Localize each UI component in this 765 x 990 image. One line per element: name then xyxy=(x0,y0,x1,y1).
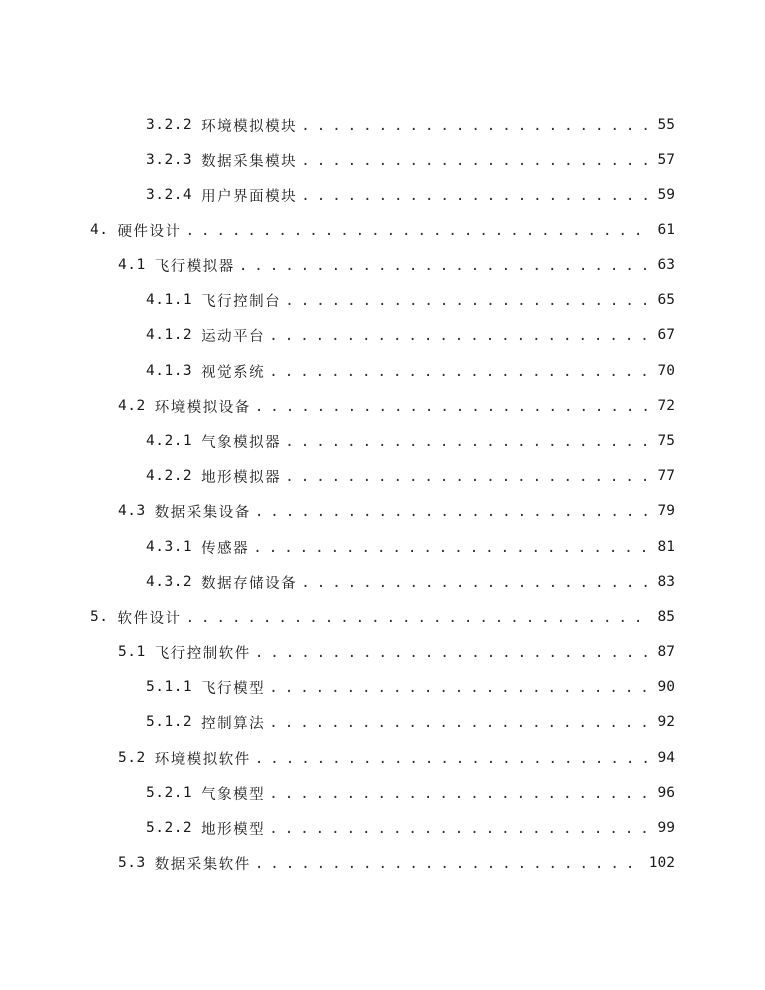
toc-entry-page: 65 xyxy=(657,292,675,308)
dot-leader xyxy=(239,254,647,276)
toc-entry-page: 57 xyxy=(657,152,675,168)
toc-entry-title: 环境模拟软件 xyxy=(154,751,251,768)
toc-entry-title: 环境模拟设备 xyxy=(154,399,251,416)
toc-entry-page: 92 xyxy=(657,714,675,730)
toc-entry-number: 5.2.1 xyxy=(146,785,193,801)
toc-entry-title: 地形模型 xyxy=(201,821,266,838)
dot-leader xyxy=(185,219,647,241)
dot-leader xyxy=(269,817,647,839)
toc-entry-page: 102 xyxy=(648,855,675,871)
toc-entry-page: 83 xyxy=(657,574,675,590)
toc-entry-number: 5.1 xyxy=(118,644,146,660)
dot-leader xyxy=(301,114,647,136)
dot-leader xyxy=(285,430,647,452)
toc-entry-title: 传感器 xyxy=(201,540,250,557)
dot-leader xyxy=(301,149,647,171)
toc-entry-number: 4. xyxy=(90,222,109,238)
toc-entry-page: 67 xyxy=(657,327,675,343)
toc-entry-number: 3.2.2 xyxy=(146,117,193,133)
toc-entry[interactable] xyxy=(146,571,675,593)
dot-leader xyxy=(285,465,647,487)
toc-entry-number: 4.2 xyxy=(118,398,146,414)
toc-entry-title: 环境模拟模块 xyxy=(201,118,298,135)
toc-entry-page: 81 xyxy=(657,539,675,555)
dot-leader xyxy=(301,184,647,206)
dot-leader xyxy=(255,747,647,769)
toc-entry-page: 85 xyxy=(657,609,675,625)
dot-leader xyxy=(301,571,647,593)
toc-entry-title: 数据采集设备 xyxy=(154,504,251,521)
toc-entry-title: 飞行模型 xyxy=(201,680,266,697)
toc-entry[interactable] xyxy=(90,219,675,241)
toc-entry-page: 90 xyxy=(657,679,675,695)
toc-entry-page: 61 xyxy=(657,222,675,238)
toc-entry-number: 5. xyxy=(90,609,109,625)
toc-entry[interactable] xyxy=(146,676,675,698)
toc-entry[interactable] xyxy=(118,254,675,276)
toc-entry-number: 4.3 xyxy=(118,503,146,519)
toc-entry[interactable] xyxy=(118,852,675,874)
toc-entry[interactable] xyxy=(118,395,675,417)
toc-entry[interactable] xyxy=(146,324,675,346)
toc-entry[interactable] xyxy=(146,782,675,804)
toc-entry-number: 4.2.2 xyxy=(146,468,193,484)
toc-entry-number: 5.2.2 xyxy=(146,820,193,836)
dot-leader xyxy=(269,676,647,698)
dot-leader xyxy=(255,852,639,874)
toc-entry-number: 3.2.4 xyxy=(146,187,193,203)
dot-leader xyxy=(255,500,647,522)
toc-entry-page: 77 xyxy=(657,468,675,484)
toc-entry-number: 4.1.2 xyxy=(146,327,193,343)
dot-leader xyxy=(285,289,647,311)
toc-entry-number: 4.3.2 xyxy=(146,574,193,590)
toc-entry-number: 5.1.2 xyxy=(146,714,193,730)
toc-entry[interactable] xyxy=(146,430,675,452)
toc-entry-title: 用户界面模块 xyxy=(201,188,298,205)
toc-entry-page: 79 xyxy=(657,503,675,519)
toc-entry-number: 4.1.1 xyxy=(146,292,193,308)
toc-entry-title: 软件设计 xyxy=(117,610,182,627)
toc-entry-number: 4.3.1 xyxy=(146,539,193,555)
toc-entry-title: 飞行控制台 xyxy=(201,293,282,310)
toc-entry[interactable] xyxy=(146,149,675,171)
toc-entry[interactable] xyxy=(118,641,675,663)
toc-entry[interactable] xyxy=(146,465,675,487)
toc-entry-title: 数据采集模块 xyxy=(201,153,298,170)
toc-entry[interactable] xyxy=(146,114,675,136)
toc-entry-title: 气象模拟器 xyxy=(201,434,282,451)
toc-entry-page: 55 xyxy=(657,117,675,133)
dot-leader xyxy=(255,641,647,663)
toc-entry-title: 数据采集软件 xyxy=(154,856,251,873)
toc-entry[interactable] xyxy=(90,606,675,628)
toc-entry-title: 视觉系统 xyxy=(201,364,266,381)
toc-entry[interactable] xyxy=(118,500,675,522)
toc-entry-title: 硬件设计 xyxy=(117,223,182,240)
toc-entry-title: 数据存储设备 xyxy=(201,575,298,592)
toc-entry-title: 运动平台 xyxy=(201,328,266,345)
toc-entry-number: 4.1.3 xyxy=(146,363,193,379)
toc-entry-number: 3.2.3 xyxy=(146,152,193,168)
toc-entry-page: 59 xyxy=(657,187,675,203)
toc-entry-number: 5.3 xyxy=(118,855,146,871)
toc-entry-number: 5.2 xyxy=(118,750,146,766)
toc-entry-page: 75 xyxy=(657,433,675,449)
dot-leader xyxy=(269,324,647,346)
toc-entry-number: 4.2.1 xyxy=(146,433,193,449)
dot-leader xyxy=(253,536,647,558)
toc-entry[interactable] xyxy=(146,360,675,382)
toc-entry-page: 99 xyxy=(657,820,675,836)
toc-entry-page: 87 xyxy=(657,644,675,660)
dot-leader xyxy=(269,711,647,733)
dot-leader xyxy=(269,360,647,382)
toc-entry[interactable] xyxy=(146,536,675,558)
toc-entry[interactable] xyxy=(118,747,675,769)
toc-entry[interactable] xyxy=(146,289,675,311)
toc-entry[interactable] xyxy=(146,711,675,733)
dot-leader xyxy=(255,395,647,417)
toc-entry-page: 96 xyxy=(657,785,675,801)
toc-entry-page: 72 xyxy=(657,398,675,414)
toc-entry[interactable] xyxy=(146,817,675,839)
toc-entry-page: 70 xyxy=(657,363,675,379)
toc-entry-page: 63 xyxy=(657,257,675,273)
toc-entry[interactable] xyxy=(146,184,675,206)
toc-entry-page: 94 xyxy=(657,750,675,766)
toc-entry-title: 地形模拟器 xyxy=(201,469,282,486)
toc-entry-number: 5.1.1 xyxy=(146,679,193,695)
toc-entry-title: 飞行模拟器 xyxy=(154,258,235,275)
dot-leader xyxy=(269,782,647,804)
toc-entry-title: 飞行控制软件 xyxy=(154,645,251,662)
toc-entry-title: 控制算法 xyxy=(201,715,266,732)
toc-entry-title: 气象模型 xyxy=(201,786,266,803)
dot-leader xyxy=(185,606,647,628)
toc-entry-number: 4.1 xyxy=(118,257,146,273)
